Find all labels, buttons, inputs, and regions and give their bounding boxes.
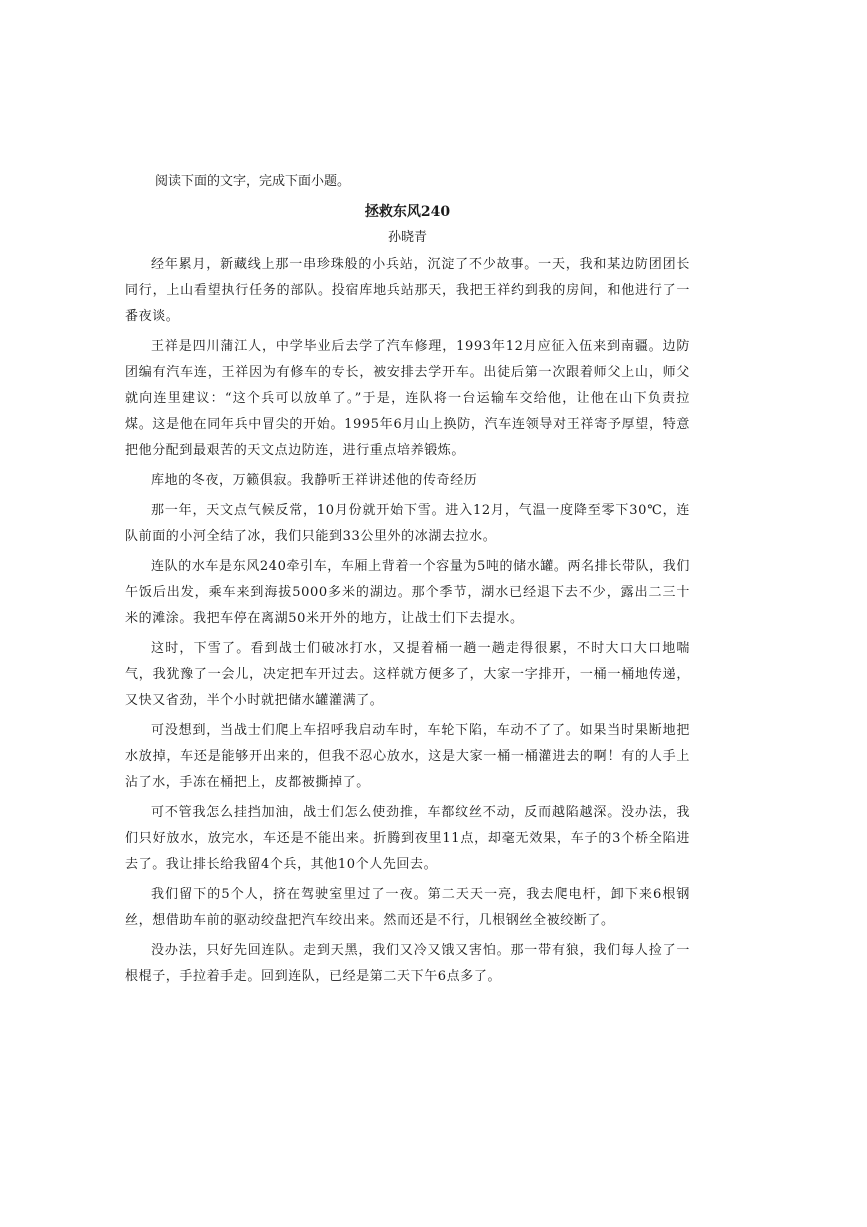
article-title: 拯救东风240	[364, 204, 451, 220]
paragraph: 那一年，天文点气候反常，10月份就开始下雪。进入12月，气温一度降至零下30℃，连队前面的小河全结了冰，我们只能到33公里外的冰湖去拉水。	[125, 503, 690, 544]
document-content	[125, 172, 690, 994]
paragraph: 没办法，只好先回连队。走到天黑，我们又冷又饿又害怕。那一带有狼，我们每人捡了一根棍子，手拉着手走。回到连队，已经是第二天下午6点多了。	[125, 943, 690, 984]
paragraph: 经年累月，新藏线上那一串珍珠般的小兵站，沉淀了不少故事。一天，我和某边防团团长同行，上山看望执行任务的部队。投宿库地兵站那天，我把王祥约到我的房间，和他进行了一番夜谈。	[125, 257, 690, 324]
paragraph: 连队的水车是东风240牵引车，车厢上背着一个容量为5吨的储水罐。两名排长带队，我们午饭后出发，乘车来到海拔5000多米的湖边。那个季节，湖水已经退下去不少，露出二三十米的滩涂。我把车停在离湖50米开外的地方，让战士们下去提水。	[125, 559, 690, 626]
instruction-text: 阅读下面的文字，完成下面小题。	[155, 174, 351, 189]
article-author: 孙晓青	[387, 230, 427, 245]
paragraph: 我们留下的5个人，挤在驾驶室里过了一夜。第二天天一亮，我去爬电杆，卸下来6根钢丝，想借助车前的驱动绞盘把汽车绞出来。然而还是不行，几根钢丝全被绞断了。	[125, 887, 690, 928]
paragraph: 这时，下雪了。看到战士们破冰打水，又提着桶一趟一趟走得很累，不时大口大口地喘气，我犹豫了一会儿，决定把车开过去。这样就方便多了，大家一字排开，一桶一桶地传递，又快又省劲，半个小时就把储水罐灌满了。	[125, 641, 690, 708]
paragraph: 可不管我怎么挂挡加油，战士们怎么使劲推，车都纹丝不动，反而越陷越深。没办法，我们只好放水，放完水，车还是不能出来。折腾到夜里11点，却毫无效果，车子的3个桥全陷进去了。我让排长给我留4个兵，其他10个人先回去。	[125, 805, 690, 872]
paragraph: 库地的冬夜，万籁俱寂。我静听王祥讲述他的传奇经历	[151, 473, 478, 488]
paragraph: 王祥是四川蒲江人，中学毕业后去学了汽车修理，1993年12月应征入伍来到南疆。边防团编有汽车连，王祥因为有修车的专长，被安排去学开车。出徒后第一次跟着师父上山，师父就向连里建议：“这个兵可以放单了。”于是，连队将一台运输车交给他，让他在山下负责拉煤。这是他在同年兵中冒尖的开始。1995年6月山上换防，汽车连领导对王祥寄予厚望，特意把他分配到最艰苦的天文点边防连，进行重点培养锻炼。	[125, 339, 690, 458]
paragraph: 可没想到，当战士们爬上车招呼我启动车时，车轮下陷，车动不了了。如果当时果断地把水放掉，车还是能够开出来的，但我不忍心放水，这是大家一桶一桶灌进去的啊！有的人手上沾了水，手冻在桶把上，皮都被撕掉了。	[125, 723, 690, 790]
